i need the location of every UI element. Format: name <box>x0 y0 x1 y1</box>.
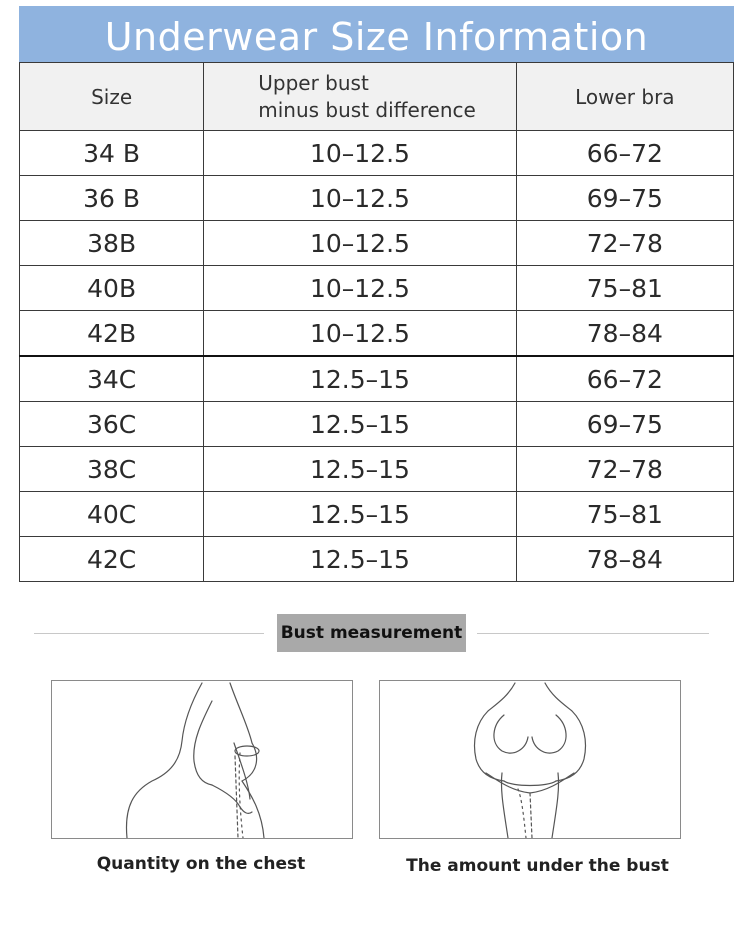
table-row <box>20 492 734 537</box>
table-row <box>20 221 734 266</box>
table-row <box>20 131 734 176</box>
size-cell: 38C <box>20 447 204 492</box>
size-cell: 42B <box>20 311 204 357</box>
measure-chest-illustration <box>51 680 353 839</box>
difference-cell: 12.5–15 <box>204 447 516 492</box>
lower-bra-cell: 69–75 <box>516 402 733 447</box>
lower-bra-cell: 75–81 <box>516 492 733 537</box>
column-header-bust-difference <box>204 63 516 131</box>
page-title: Underwear Size Information <box>104 15 649 59</box>
table-header-row <box>20 63 734 131</box>
measure-underbust-illustration <box>379 680 681 839</box>
size-cell: 36C <box>20 402 204 447</box>
table-row <box>20 356 734 402</box>
column-header-line-2: minus bust difference <box>258 97 476 122</box>
lower-bra-cell: 66–72 <box>516 131 733 176</box>
difference-cell: 12.5–15 <box>204 537 516 582</box>
table-row <box>20 266 734 311</box>
lower-bra-cell: 72–78 <box>516 447 733 492</box>
lower-bra-cell: 66–72 <box>516 356 733 402</box>
column-header-lower-bra: Lower bra <box>516 63 733 131</box>
difference-cell: 12.5–15 <box>204 356 516 402</box>
section-label: Bust measurement <box>277 614 466 652</box>
difference-cell: 12.5–15 <box>204 402 516 447</box>
difference-cell: 10–12.5 <box>204 131 516 176</box>
lower-bra-cell: 78–84 <box>516 311 733 357</box>
size-cell: 36 B <box>20 176 204 221</box>
lower-bra-cell: 75–81 <box>516 266 733 311</box>
difference-cell: 10–12.5 <box>204 221 516 266</box>
caption-underbust: The amount under the bust <box>406 856 669 876</box>
column-header-size: Size <box>20 63 204 131</box>
divider-left <box>34 633 264 634</box>
table-row <box>20 176 734 221</box>
column-header-line-1: Upper bust <box>258 70 369 95</box>
divider-right <box>477 633 709 634</box>
difference-cell: 10–12.5 <box>204 311 516 357</box>
lower-bra-cell: 72–78 <box>516 221 733 266</box>
table-row <box>20 537 734 582</box>
size-cell: 40C <box>20 492 204 537</box>
caption-chest: Quantity on the chest <box>96 854 306 874</box>
difference-cell: 12.5–15 <box>204 492 516 537</box>
size-cell: 34C <box>20 356 204 402</box>
table-row <box>20 447 734 492</box>
size-cell: 38B <box>20 221 204 266</box>
title-banner <box>19 6 734 62</box>
lower-bra-cell: 69–75 <box>516 176 733 221</box>
size-cell: 42C <box>20 537 204 582</box>
size-cell: 34 B <box>20 131 204 176</box>
difference-cell: 10–12.5 <box>204 176 516 221</box>
lower-bra-cell: 78–84 <box>516 537 733 582</box>
difference-cell: 10–12.5 <box>204 266 516 311</box>
table-row <box>20 311 734 357</box>
size-cell: 40B <box>20 266 204 311</box>
size-table <box>19 62 734 582</box>
table-row <box>20 402 734 447</box>
